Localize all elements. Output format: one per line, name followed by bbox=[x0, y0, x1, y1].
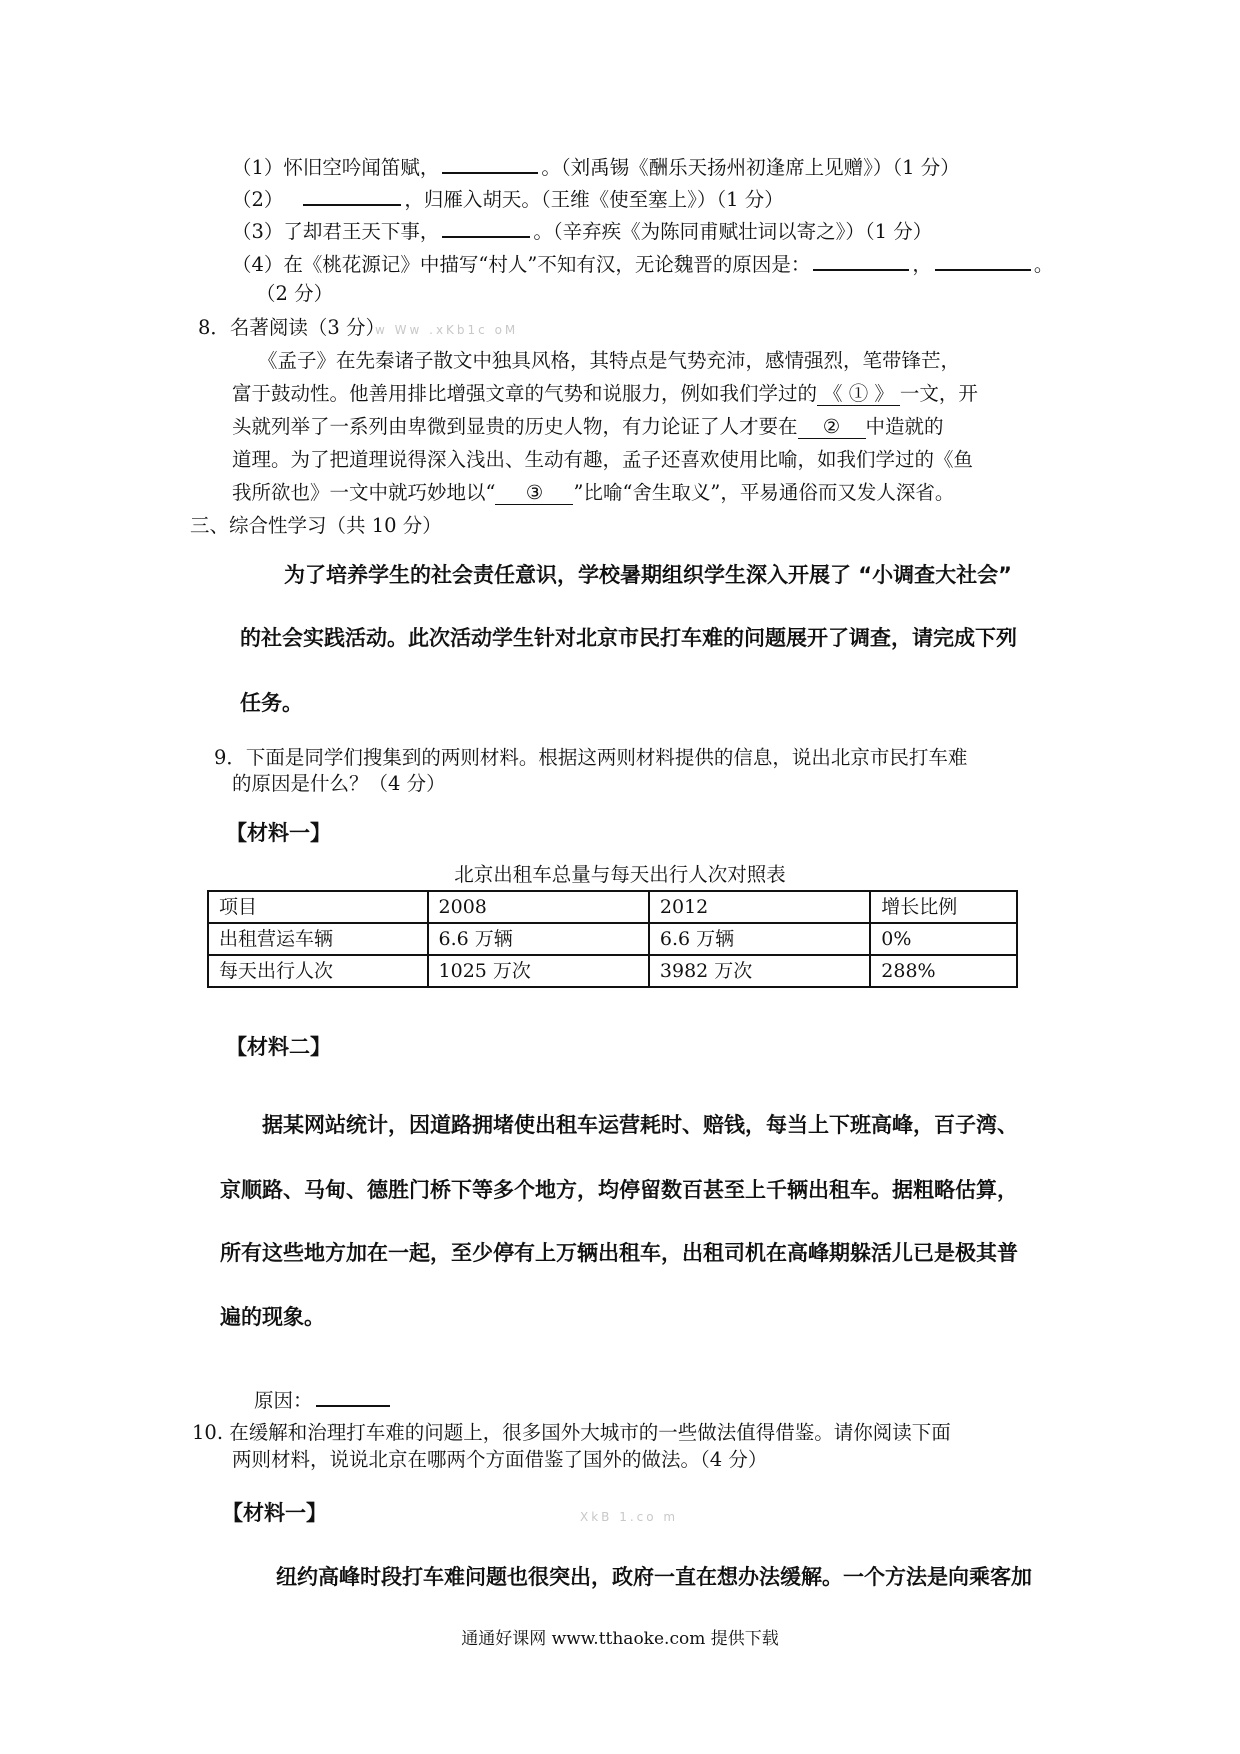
material2-line2: 京顺路、马甸、德胜门桥下等多个地方，均停留数百甚至上千辆出租车。据粗略估算， bbox=[220, 1178, 1018, 1202]
material2-line4: 遍的现象。 bbox=[220, 1305, 325, 1329]
q10-line1: 10. 在缓解和治理打车难的问题上，很多国外大城市的一些做法值得借鉴。请你阅读下面 bbox=[192, 1421, 951, 1444]
answer-blank[interactable] bbox=[442, 152, 538, 174]
section-intro-line3: 任务。 bbox=[240, 691, 303, 715]
table-header-cell: 项目 bbox=[208, 891, 428, 923]
table-row bbox=[208, 923, 1017, 955]
q9-line2: 的原因是什么？（4 分） bbox=[232, 772, 446, 795]
answer-blank[interactable] bbox=[442, 216, 530, 238]
watermark: w Ww .xKb1c oM bbox=[375, 323, 519, 337]
table-caption: 北京出租车总量与每天出行人次对照表 bbox=[454, 863, 786, 886]
answer-blank-1[interactable]: 《 ① 》 bbox=[817, 383, 900, 406]
table-cell: 6.6 万辆 bbox=[649, 923, 870, 955]
answer-blank[interactable] bbox=[935, 249, 1031, 271]
answer-line: 原因： bbox=[254, 1385, 393, 1414]
poem-q3: （3）了却君王天下事， 。（辛弃疾《为陈同甫赋壮词以寄之》）（1 分） bbox=[232, 216, 932, 245]
table-header-cell: 2008 bbox=[428, 891, 649, 923]
table-cell: 288% bbox=[870, 955, 1017, 987]
answer-blank[interactable] bbox=[303, 184, 401, 206]
material-label: 【材料一】 bbox=[222, 1501, 327, 1525]
answer-blank[interactable] bbox=[813, 249, 909, 271]
watermark: XkB 1.co m bbox=[580, 1510, 679, 1524]
material-label: 【材料二】 bbox=[226, 1035, 331, 1059]
q8-line3: 头就列举了一系列由卑微到显贵的历史人物，有力论证了人才要在 ② 中造就的 bbox=[232, 415, 944, 438]
poem-q1: （1）怀旧空吟闻笛赋， 。（刘禹锡《酬乐天扬州初逢席上见赠》）（1 分） bbox=[232, 152, 960, 181]
taxi-comparison-table bbox=[207, 890, 1018, 988]
table-row bbox=[208, 955, 1017, 987]
q8-line1: 《孟子》在先秦诸子散文中独具风格，其特点是气势充沛，感情强烈，笔带锋芒， bbox=[258, 349, 961, 372]
page-footer: 通通好课网 www.tthaoke.com 提供下载 bbox=[461, 1629, 779, 1649]
answer-blank-3[interactable]: ③ bbox=[495, 482, 573, 505]
table-cell: 每天出行人次 bbox=[208, 955, 428, 987]
q8-line2: 富于鼓动性。他善用排比增强文章的气势和说服力，例如我们学过的 《 ① 》 一文，开 bbox=[232, 382, 978, 405]
q8-line5: 我所欲也》一文中就巧妙地以“ ③ ”比喻“舍生取义”，平易通俗而又发人深省。 bbox=[232, 481, 955, 504]
table-cell: 6.6 万辆 bbox=[428, 923, 649, 955]
q10-material1-line1: 纽约高峰时段打车难问题也很突出，政府一直在想办法缓解。一个方法是向乘客加 bbox=[276, 1565, 1032, 1589]
q8-title: 8．名著阅读（3 分） bbox=[198, 316, 386, 339]
answer-blank[interactable] bbox=[316, 1385, 390, 1407]
table-cell: 出租营运车辆 bbox=[208, 923, 428, 955]
poem-q2: （2） ，归雁入胡天。（王维《使至塞上》）（1 分） bbox=[232, 184, 784, 213]
section-heading: 三、综合性学习（共 10 分） bbox=[190, 514, 442, 537]
table-header-cell: 2012 bbox=[649, 891, 870, 923]
poem-q4-score: （2 分） bbox=[256, 282, 334, 305]
table-header-cell: 增长比例 bbox=[870, 891, 1017, 923]
poem-q4: （4）在《桃花源记》中描写“村人”不知有汉，无论魏晋的原因是： ， 。 bbox=[232, 249, 1053, 278]
material-label: 【材料一】 bbox=[226, 821, 331, 845]
q9-line1: 9．下面是同学们搜集到的两则材料。根据这两则材料提供的信息，说出北京市民打车难 bbox=[214, 746, 968, 769]
material2-line1: 据某网站统计，因道路拥堵使出租车运营耗时、赔钱，每当上下班高峰，百子湾、 bbox=[262, 1113, 1018, 1137]
table-cell: 3982 万次 bbox=[649, 955, 870, 987]
answer-blank-2[interactable]: ② bbox=[798, 416, 866, 439]
table-cell: 1025 万次 bbox=[428, 955, 649, 987]
section-intro-line2: 的社会实践活动。此次活动学生针对北京市民打车难的问题展开了调查，请完成下列 bbox=[240, 626, 1017, 650]
q8-line4: 道理。为了把道理说得深入浅出、生动有趣，孟子还喜欢使用比喻，如我们学过的《鱼 bbox=[232, 448, 974, 471]
material2-line3: 所有这些地方加在一起，至少停有上万辆出租车，出租司机在高峰期躲活儿已是极其普 bbox=[220, 1241, 1018, 1265]
q10-line2: 两则材料，说说北京在哪两个方面借鉴了国外的做法。（4 分） bbox=[232, 1448, 768, 1471]
section-intro-line1: 为了培养学生的社会责任意识，学校暑期组织学生深入开展了 “小调查大社会” bbox=[284, 563, 1012, 587]
table-header-row bbox=[208, 891, 1017, 923]
table-cell: 0% bbox=[870, 923, 1017, 955]
